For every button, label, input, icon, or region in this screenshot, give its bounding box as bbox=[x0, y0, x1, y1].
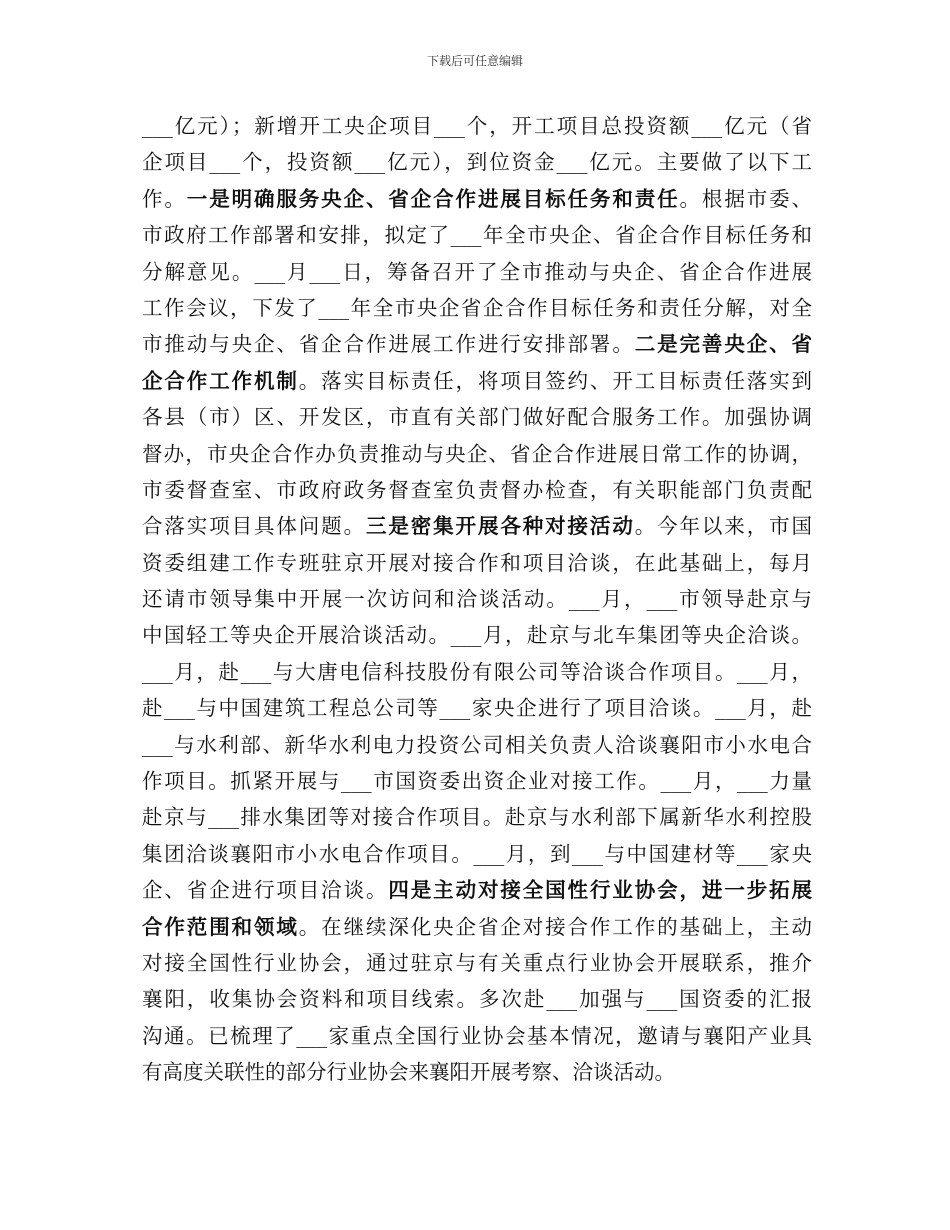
text-line bbox=[142, 326, 812, 362]
text-line bbox=[142, 217, 812, 253]
body-text: 市政府工作部署和安排，拟定了___年全市央企、省企合作目标任务和 bbox=[142, 223, 812, 248]
body-text: 作。 bbox=[142, 186, 187, 211]
body-text: 还请市领导集中开展一次访问和洽谈活动。___月，___市领导赴京与 bbox=[142, 587, 812, 612]
text-line bbox=[142, 290, 812, 326]
body-text: 集团洽谈襄阳市小水电合作项目。___月，到___与中国建材等___家央 bbox=[142, 841, 812, 866]
body-text: 资委组建工作专班驻京开展对接合作和项目洽谈，在此基础上，每月 bbox=[142, 550, 812, 575]
text-line bbox=[142, 727, 812, 763]
text-line bbox=[142, 581, 812, 617]
text-line bbox=[142, 181, 812, 217]
body-text: 企项目___个，投资额___亿元），到位资金___亿元。主要做了以下工 bbox=[142, 150, 812, 175]
bold-heading-text: 合作范围和领域 bbox=[142, 914, 299, 939]
body-text: 。在继续深化央企省企对接合作工作的基础上，主动 bbox=[298, 914, 812, 939]
body-text: 襄阳，收集协会资料和项目线索。多次赴___加强与___国资委的汇报 bbox=[142, 987, 812, 1012]
body-text: 分解意见。___月___日，筹备召开了全市推动与央企、省企合作进展 bbox=[142, 259, 812, 284]
bold-heading-text: 一是明确服务央企、省企合作进展目标任务和责任 bbox=[186, 186, 680, 211]
text-line bbox=[142, 144, 812, 180]
document-body bbox=[142, 108, 812, 1091]
text-line bbox=[142, 836, 812, 872]
body-text: 市委督查室、市政府政务督查室负责督办检查，有关职能部门负责配 bbox=[142, 477, 812, 502]
bold-heading-text: 三是密集开展各种对接活动 bbox=[365, 514, 635, 539]
bold-heading-text: 企合作工作机制 bbox=[142, 368, 299, 393]
body-text: 。落实目标责任，将项目签约、开工目标责任落实到 bbox=[298, 368, 812, 393]
text-line bbox=[142, 763, 812, 799]
text-line bbox=[142, 909, 812, 945]
bold-heading-text: 四是主动对接全国性行业协会，进一步拓展 bbox=[388, 878, 812, 903]
body-text: 赴京与___排水集团等对接合作项目。赴京与水利部下属新华水利控股 bbox=[142, 805, 812, 830]
bold-heading-text: 二是完善央企、省 bbox=[634, 332, 812, 357]
body-text: ___与水利部、新华水利电力投资公司相关负责人洽谈襄阳市小水电合 bbox=[142, 732, 812, 757]
body-text: 各县（市）区、开发区，市直有关部门做好配合服务工作。加强协调 bbox=[142, 405, 812, 430]
text-line bbox=[142, 981, 812, 1017]
text-line bbox=[142, 1018, 812, 1054]
body-text: 作项目。抓紧开展与___市国资委出资企业对接工作。___月，___力量 bbox=[142, 769, 812, 794]
text-line bbox=[142, 472, 812, 508]
body-text: 工作会议，下发了___年全市央企省企合作目标任务和责任分解，对全 bbox=[142, 295, 812, 320]
body-text: 企、省企进行项目洽谈。 bbox=[142, 878, 389, 903]
body-text: ___亿元）；新增开工央企项目___个，开工项目总投资额___亿元（省 bbox=[142, 114, 812, 138]
body-text: 有高度关联性的部分行业协会来襄阳开展考察、洽谈活动。 bbox=[142, 1060, 675, 1085]
body-text: 合落实项目具体问题。 bbox=[142, 514, 366, 539]
body-text: 督办，市央企合作办负责推动与央企、省企合作进展日常工作的协调， bbox=[142, 441, 812, 466]
text-line bbox=[142, 363, 812, 399]
text-line bbox=[142, 254, 812, 290]
page-header: 下载后可任意编辑 bbox=[426, 54, 523, 68]
text-line bbox=[142, 945, 812, 981]
text-line bbox=[142, 617, 812, 653]
body-text: 。今年以来，市国 bbox=[634, 514, 812, 539]
text-line bbox=[142, 545, 812, 581]
text-line bbox=[142, 690, 812, 726]
body-text: 赴___与中国建筑工程总公司等___家央企进行了项目洽谈。___月，赴 bbox=[142, 696, 812, 721]
body-text: 沟通。已梳理了___家重点全国行业协会基本情况，邀请与襄阳产业具 bbox=[142, 1023, 812, 1048]
text-line bbox=[142, 508, 812, 544]
text-line bbox=[142, 399, 812, 435]
body-text: 中国轻工等央企开展洽谈活动。___月，赴京与北车集团等央企洽谈。 bbox=[142, 623, 812, 648]
text-line bbox=[142, 108, 812, 144]
text-line bbox=[142, 1054, 812, 1090]
text-line bbox=[142, 436, 812, 472]
text-line bbox=[142, 799, 812, 835]
text-line bbox=[142, 872, 812, 908]
body-text: ___月，赴___与大唐电信科技股份有限公司等洽谈合作项目。___月， bbox=[142, 659, 812, 684]
body-text: 对接全国性行业协会，通过驻京与有关重点行业协会开展联系，推介 bbox=[142, 950, 812, 975]
body-text: 。根据市委、 bbox=[679, 186, 812, 211]
body-text: 市推动与央企、省企合作进展工作进行安排部署。 bbox=[142, 332, 635, 357]
text-line bbox=[142, 654, 812, 690]
